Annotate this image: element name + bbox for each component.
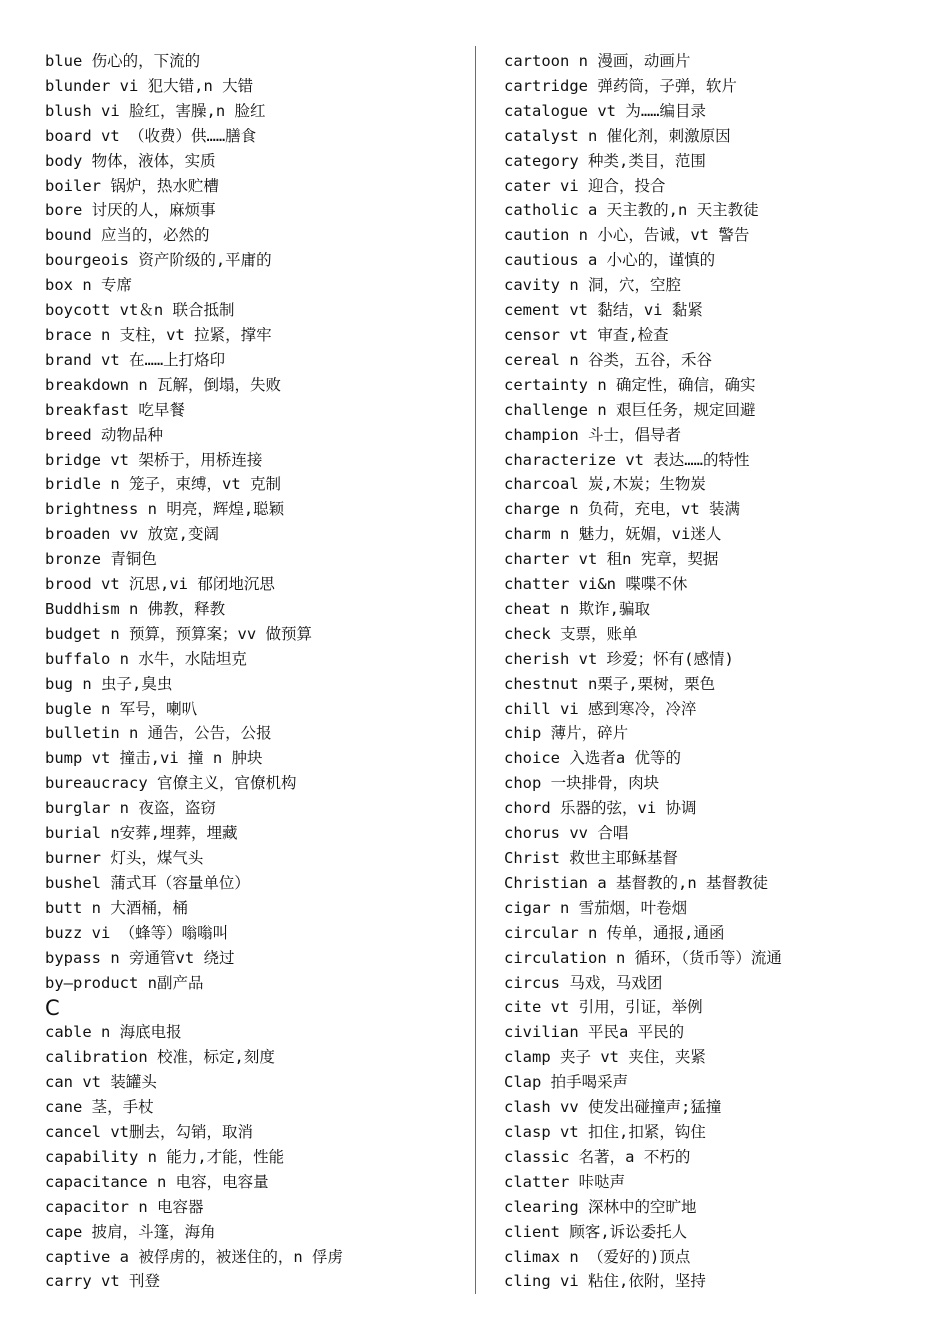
vocab-entry: cane 茎，手杖 [45, 1098, 154, 1117]
vocab-entry: climax n （爱好的)顶点 [504, 1247, 691, 1266]
vocab-entry: butt n 大酒桶，桶 [45, 898, 188, 917]
vocab-entry: circular n 传单，通报,通函 [504, 923, 725, 942]
vocab-entry: classic 名著，a 不朽的 [504, 1147, 691, 1166]
vocab-entry: bushel 蒲式耳（容量单位） [45, 873, 250, 892]
vocab-entry: breed 动物品种 [45, 425, 163, 444]
vocab-entry: chorus vv 合唱 [504, 824, 629, 843]
vocab-entry: clash vv 使发出碰撞声;猛撞 [504, 1098, 722, 1117]
vocab-entry: bridge vt 架桥于，用桥连接 [45, 450, 263, 469]
vocab-entry: bourgeois 资产阶级的,平庸的 [45, 251, 272, 270]
vocab-entry: bump vt 撞击,vi 撞 n 肿块 [45, 749, 263, 768]
vocab-entry: brace n 支柱，vt 拉紧，撑牢 [45, 325, 272, 344]
vocab-entry: bore 讨厌的人，麻烦事 [45, 201, 216, 220]
vocab-entry: chill vi 感到寒冷，冷淬 [504, 699, 697, 718]
vocab-entry: catalyst n 催化剂，刺激原因 [504, 126, 731, 145]
vocab-entry: cartoon n 漫画，动画片 [504, 52, 691, 70]
vocab-entry: buffalo n 水牛，水陆坦克 [45, 649, 247, 668]
vocab-entry: cater vi 迎合，投合 [504, 176, 666, 195]
vocab-entry: buzz vi （蜂等）嗡嗡叫 [45, 923, 229, 942]
vocab-entry: Christian a 基督教的,n 基督教徒 [504, 873, 768, 892]
vocab-entry: blunder vi 犯大错,n 大错 [45, 76, 254, 95]
left-word-column [45, 49, 465, 1294]
vocab-entry: cling vi 粘住,依附，坚持 [504, 1272, 706, 1291]
vocab-entry: clasp vt 扣住,扣紧，钩住 [504, 1122, 706, 1141]
vocab-entry: cereal n 谷类，五谷，禾谷 [504, 350, 712, 369]
vocab-entry: censor vt 审查,检查 [504, 325, 669, 344]
vocab-entry: capability n 能力,才能，性能 [45, 1147, 285, 1166]
vocab-entry: check 支票，账单 [504, 624, 638, 643]
vocab-entry: civilian 平民a 平民的 [504, 1023, 685, 1042]
vocab-entry: bridle n 笼子，束缚，vt 克制 [45, 475, 281, 494]
vocab-entry: brood vt 沉思,vi 郁闭地沉思 [45, 575, 275, 594]
vocab-entry: Christ 救世主耶稣基督 [504, 849, 678, 867]
vocab-entry: chip 薄片，碎片 [504, 724, 629, 743]
vocab-entry: blue 伤心的，下流的 [45, 52, 201, 70]
vocab-entry: choice 入选者a 优等的 [504, 749, 681, 768]
vocab-entry: clearing 深林中的空旷地 [504, 1197, 697, 1216]
vocab-entry: bug n 虫子,臭虫 [45, 674, 173, 693]
vocab-entry: chop 一块排骨，肉块 [504, 774, 660, 793]
vocab-entry: bronze 青铜色 [45, 550, 157, 569]
vocab-entry: bypass n 旁通管vt 绕过 [45, 948, 235, 967]
vocab-entry: charcoal 炭,木炭；生物炭 [504, 475, 706, 494]
vocab-entry: box n 专席 [45, 276, 132, 295]
vocab-entry: capacitor n 电容器 [45, 1197, 204, 1216]
vocab-entry: challenge n 艰巨任务，规定回避 [504, 400, 756, 419]
vocab-entry: champion 斗士，倡导者 [504, 425, 681, 444]
vocab-entry: charge n 负荷，充电，vt 装满 [504, 500, 740, 519]
vocab-entry: cancel vt删去，勾销，取消 [45, 1122, 253, 1141]
vocab-entry: bound 应当的，必然的 [45, 226, 210, 245]
vocab-entry: cite vt 引用，引证，举例 [504, 998, 703, 1017]
vocab-entry: catholic a 天主教的,n 天主教徒 [504, 201, 759, 220]
vocab-entry: chatter vi&n 喋喋不休 [504, 575, 688, 594]
vocab-entry: blush vi 脸红，害臊,n 脸红 [45, 101, 266, 120]
vocab-entry: can vt 装罐头 [45, 1073, 157, 1092]
vocab-entry: certainty n 确定性，确信，确实 [504, 375, 756, 394]
vocab-entry: chestnut n栗子,栗树，栗色 [504, 674, 716, 693]
vocab-entry: cable n 海底电报 [45, 1023, 182, 1042]
vocab-entry: capacitance n 电容，电容量 [45, 1172, 269, 1191]
vocab-entry: calibration 校准，标定,刻度 [45, 1048, 275, 1067]
vocab-entry: cheat n 欺诈,骗取 [504, 599, 650, 618]
vocab-entry: clatter 咔哒声 [504, 1172, 626, 1191]
vocab-entry: body 物体，液体，实质 [45, 151, 216, 170]
vocab-entry: board vt （收费）供……膳食 [45, 126, 257, 145]
vocab-entry: characterize vt 表达……的特性 [504, 450, 750, 469]
vocab-entry: boycott vt＆n 联合抵制 [45, 301, 235, 320]
vocab-entry: cautious a 小心的，谨慎的 [504, 251, 716, 270]
vocab-entry: budget n 预算，预算案；vv 做预算 [45, 624, 312, 643]
vocab-entry: bulletin n 通告，公告，公报 [45, 724, 272, 743]
vocab-entry: charter vt 租n 宪章，契据 [504, 550, 719, 569]
vocab-entry: burner 灯头，煤气头 [45, 849, 204, 867]
vocab-entry: brightness n 明亮，辉煌,聪颖 [45, 500, 285, 519]
vocab-entry: brand vt 在……上打烙印 [45, 350, 226, 369]
vocab-entry: breakdown n 瓦解，倒塌，失败 [45, 375, 281, 394]
vocab-entry: captive a 被俘虏的，被迷住的，n 俘虏 [45, 1247, 343, 1266]
vocab-entry: cavity n 洞，穴，空腔 [504, 276, 681, 295]
vocab-entry: bugle n 军号，喇叭 [45, 699, 198, 718]
vocab-entry: burial n安葬,埋葬，埋藏 [45, 824, 238, 843]
vocab-entry: cherish vt 珍爱；怀有(感情) [504, 649, 734, 668]
right-word-column [504, 49, 944, 1294]
vocab-entry: Clap 拍手喝采声 [504, 1073, 629, 1092]
vocab-entry: charm n 魅力，妩媚，vi迷人 [504, 525, 722, 544]
vocab-entry: chord 乐器的弦，vi 协调 [504, 799, 697, 818]
vocab-entry: cement vt 黏结，vi 黏紧 [504, 301, 703, 320]
vocab-entry: by—product n副产品 [45, 973, 204, 992]
vocab-entry: breakfast 吃早餐 [45, 400, 185, 419]
vocab-entry: clamp 夹子 vt 夹住，夹紧 [504, 1048, 706, 1067]
vocab-entry: client 顾客,诉讼委托人 [504, 1222, 688, 1241]
vocab-entry: cigar n 雪茄烟，叶卷烟 [504, 898, 688, 917]
section-letter-heading: C [45, 996, 60, 1021]
vocab-entry: boiler 锅炉，热水贮槽 [45, 176, 219, 195]
vocab-entry: catalogue vt 为……编目录 [504, 101, 706, 120]
vocab-entry: broaden vv 放宽,变阔 [45, 525, 219, 544]
vocab-entry: circulation n 循环，（货币等）流通 [504, 948, 782, 967]
vocab-entry: circus 马戏，马戏团 [504, 973, 663, 992]
vocab-entry: caution n 小心，告诫，vt 警告 [504, 226, 750, 245]
column-divider [475, 46, 476, 1294]
vocab-entry: bureaucracy 官僚主义，官僚机构 [45, 774, 297, 793]
vocab-entry: cape 披肩，斗篷，海角 [45, 1222, 216, 1241]
vocab-entry: Buddhism n 佛教，释教 [45, 599, 226, 618]
vocab-entry: carry vt 刊登 [45, 1272, 160, 1291]
vocab-entry: category 种类,类目，范围 [504, 151, 706, 170]
vocab-entry: burglar n 夜盗，盗窃 [45, 799, 216, 818]
vocab-entry: cartridge 弹药筒，子弹，软片 [504, 76, 737, 95]
